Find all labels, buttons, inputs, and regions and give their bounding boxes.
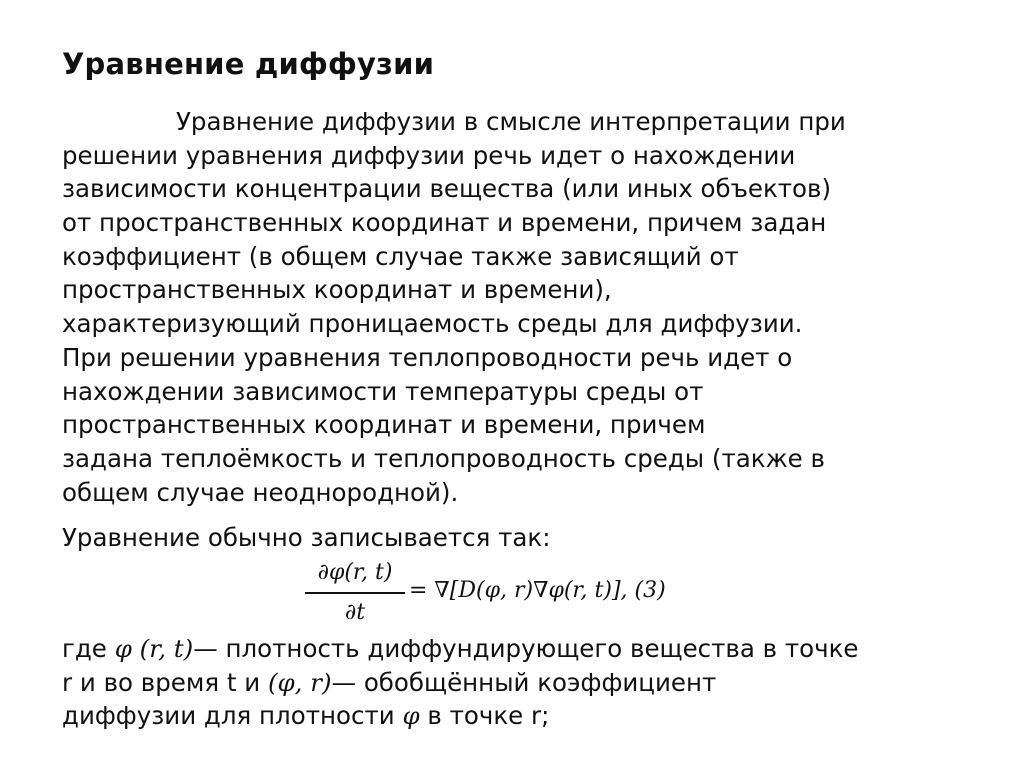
definition-line [62, 699, 982, 733]
definition-line [62, 666, 982, 700]
equation-fraction [305, 558, 405, 628]
text-fragment: где [62, 634, 115, 663]
paragraph-line: зависимости концентрации вещества (или иных объектов) [62, 174, 832, 204]
equation-denominator: ∂t [344, 599, 366, 625]
slide-title: Уравнение диффузии [62, 47, 435, 81]
text-fragment: диффузии для плотности [62, 701, 403, 731]
text-fragment: — обобщённый коэффициент [331, 667, 717, 697]
intro-paragraph [62, 105, 982, 509]
equation-intro [62, 521, 982, 555]
definition-line [62, 632, 982, 666]
paragraph-line: Уравнение диффузии в смысле интерпретации при [176, 107, 846, 136]
definitions-paragraph [62, 632, 982, 733]
fraction-bar [305, 592, 405, 594]
paragraph-line: нахождении зависимости температуры среды от [62, 376, 704, 406]
text-fragment: в точке r; [419, 701, 550, 731]
equation-numerator: ∂φ(r, t) [317, 560, 393, 585]
paragraph-line: общем случае неоднородной). [62, 477, 459, 507]
paragraph-line: коэффициент (в общем случае также зависящий от [62, 241, 739, 271]
paragraph-line: пространственных координат и времени), [62, 275, 612, 305]
math-symbol: φ [402, 701, 420, 731]
paragraph-line: от пространственных координат и времени, причем задан [62, 208, 827, 238]
equation-right-side: = ∇[D(φ, r)∇φ(r, t)], (3) [409, 578, 666, 603]
text-fragment: — плотность диффундирующего вещества в точке [193, 634, 859, 663]
equation-intro-text: Уравнение обычно записывается так: [62, 523, 551, 552]
paragraph-line: пространственных координат и времени, причем [62, 410, 706, 440]
math-symbol: φ (r, t) [114, 634, 194, 663]
paragraph-line: решении уравнения диффузии речь идет о нахождении [62, 140, 796, 170]
paragraph-line: характеризующий проницаемость среды для диффузии. [62, 309, 803, 339]
paragraph-line: При решении уравнения теплопроводности речь идет о [62, 342, 793, 372]
math-symbol: (φ, r) [267, 667, 332, 697]
paragraph-line: задана теплоёмкость и теплопроводность среды (также в [62, 443, 825, 473]
text-fragment: r и во время t и [62, 667, 268, 697]
